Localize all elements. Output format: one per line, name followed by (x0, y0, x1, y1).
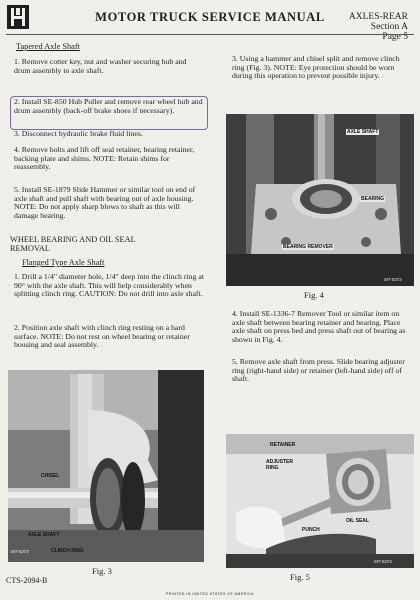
fig5-label-punch: PUNCH (302, 527, 320, 533)
fig3-caption: Fig. 3 (92, 566, 112, 576)
right-step-4: 4. Install SE-1336-7 Remover Tool or similar item on axle shaft between bearing retainer and bearing. Place axle shaft on press bed and press shaft out of bearing as shown in Fig. 4. (232, 309, 406, 345)
fig5-label-retainer: RETAINER (270, 442, 296, 448)
doc-code: CTS-2094-B (6, 576, 48, 585)
fig4-photo (226, 114, 414, 286)
fig4-code: MT-5373 (384, 277, 402, 282)
fig3-code: MT-5373 (11, 549, 29, 554)
fig5-photo (226, 434, 414, 568)
fig5-caption: Fig. 5 (290, 572, 310, 582)
right-step-5: 5. Remove axle shaft from press. Slide bearing adjuster ring (right-hand side) or retainer (left-hand side) off of shaft. (232, 357, 405, 384)
tapered-heading: Tapered Axle Shaft (16, 42, 80, 51)
tapered-step-3: 3. Disconnect hydraulic brake fluid lines. (14, 129, 143, 138)
fig4-label-axle-shaft: AXLE SHAFT (347, 129, 379, 135)
section-title: AXLES-REAR (348, 12, 408, 22)
fig3-label-clinch-ring: CLINCH RING (51, 548, 84, 554)
printed-notice: PRINTED IN UNITED STATES OF AMERICA (166, 592, 254, 596)
fig4-caption: Fig. 4 (304, 290, 324, 300)
wheel-heading-line1: WHEEL BEARING AND OIL SEAL (10, 235, 136, 244)
fig5-label-oil-seal: OIL SEAL (346, 518, 369, 524)
tapered-step-5: 5. Install SE-1879 Slide Hammer or similar tool on end of axle shaft and pull shaft with bearing out of axle housing. NOTE: Do not apply sharp blows to shaft as this will damage bearing. (14, 185, 196, 221)
page-number: Page 5 (382, 32, 408, 42)
fig3-label-axle-shaft: AXLE SHAFT (28, 532, 60, 538)
page-title: MOTOR TRUCK SERVICE MANUAL (95, 10, 325, 24)
fig5-code: MT-5374 (374, 559, 392, 564)
wheel-heading (10, 235, 136, 253)
fig3-photo (8, 370, 204, 562)
fig5-drawing (226, 434, 414, 568)
tapered-step-1: 1. Remove cotter key, nut and washer securing hub and drum assembly to axle shaft. (14, 57, 187, 75)
tapered-step-2: 2. Install SE-850 Hub Puller and remove rear wheel hub and drum assembly (back-off brake shoes if necessary). (14, 97, 203, 115)
fig3-label-chisel: CHISEL (41, 473, 60, 479)
fig4-label-bearing-remover: BEARING REMOVER (283, 244, 333, 250)
flanged-step-1: 1. Drill a 1/4" diameter hole, 1/4" deep into the clinch ring at 90° with the axle shaft. This will help considerably when splitting clinch ring. CAUTION: Do not drill into axle shaft. (14, 272, 204, 299)
fig5-label-adjuster-ring: ADJUSTER RING (266, 459, 293, 471)
flanged-heading: Flanged Type Axle Shaft (22, 258, 105, 267)
fig4-label-bearing: BEARING (361, 196, 385, 202)
tapered-step-4: 4. Remove bolts and lift off seal retainer, bearing retainer, backing plate and shims. NOTE: Retain shims for reassembly. (14, 145, 195, 172)
flanged-step-2: 2. Position axle shaft with clinch ring resting on a hard surface. NOTE: Do not rest on wheel bearing or retainer housing and seal assembly. (14, 323, 190, 350)
wheel-heading-line2: REMOVAL (10, 244, 50, 253)
section-label: Section A (370, 22, 408, 32)
section-info (349, 12, 408, 42)
fig4-drawing (226, 114, 414, 286)
header-rule (6, 34, 414, 35)
right-step-3: 3. Using a hammer and chisel split and remove clinch ring (Fig. 3). NOTE: Eye protection should be worn during this operation to prevent possible injury. (232, 54, 400, 81)
